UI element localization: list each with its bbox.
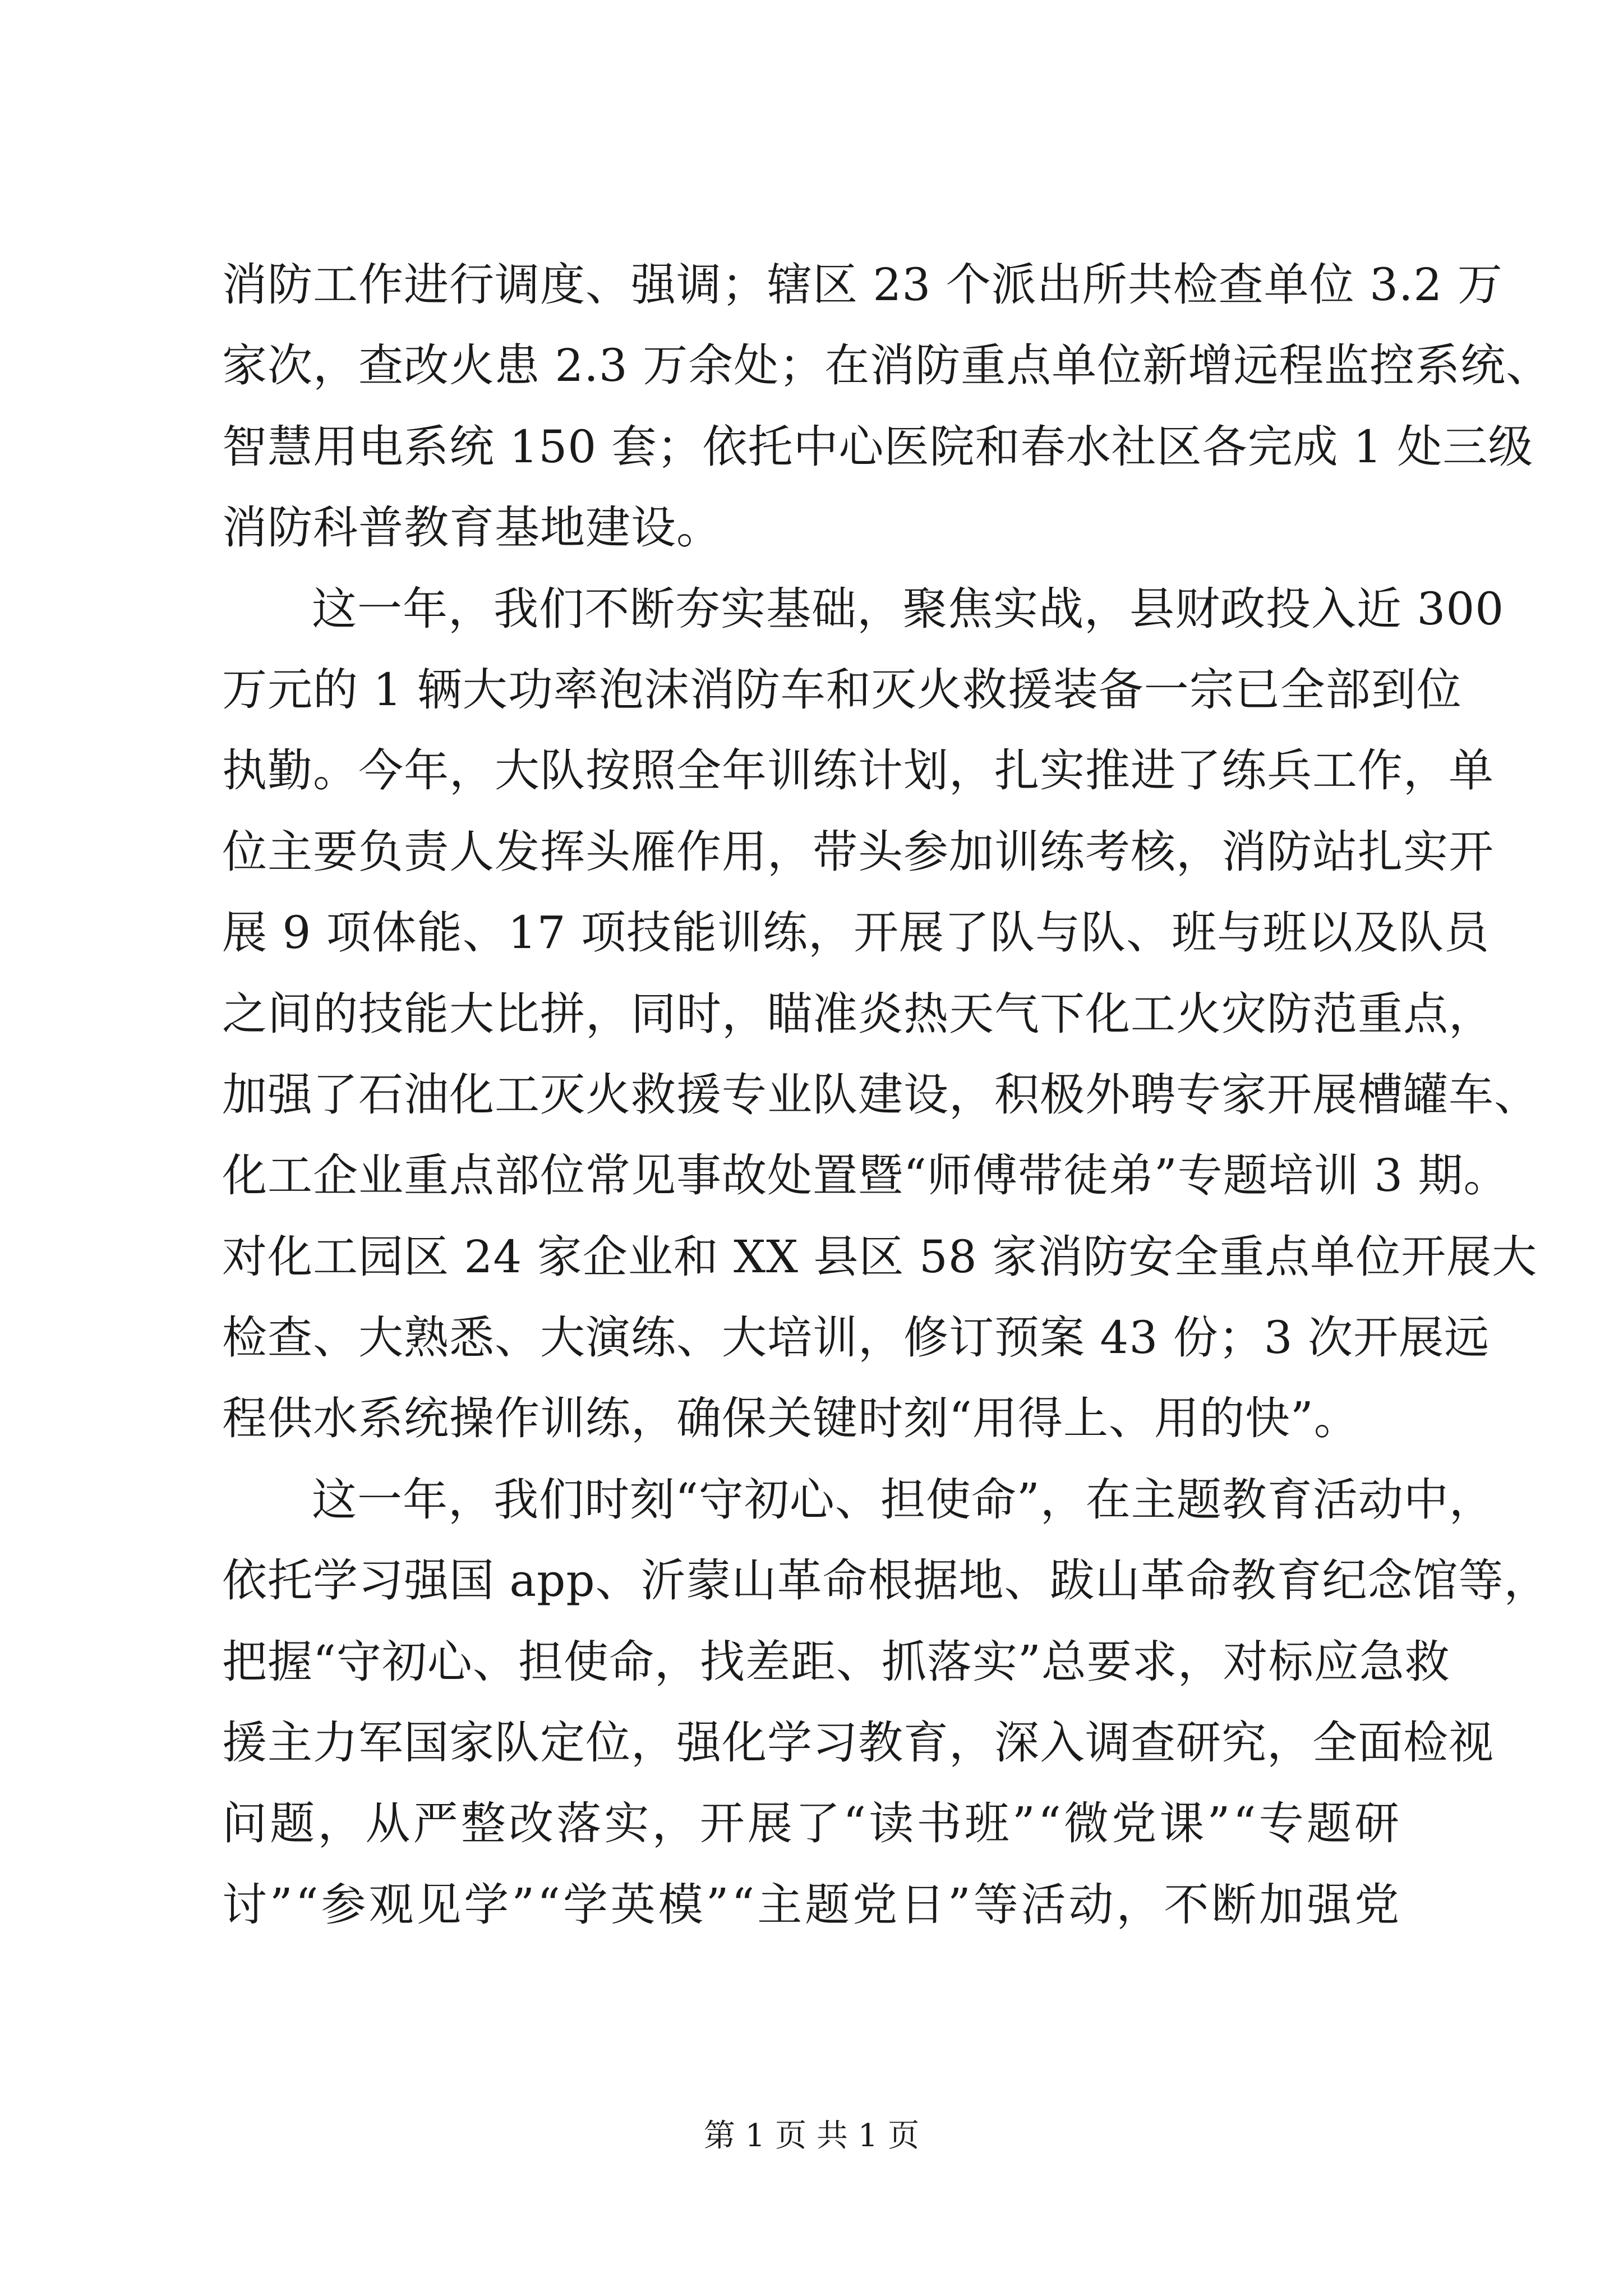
text-line: 程供水系统操作训练，确保关键时刻“用得上、用的快”。 [222, 1392, 1359, 1445]
text-line: 之间的技能大比拼，同时，瞄准炎热天气下化工火灾防范重点， [222, 987, 1494, 1040]
text-line: 家次，查改火患 2.3 万余处；在消防重点单位新增远程监控系统、 [222, 339, 1552, 392]
text-line: 援主力军国家队定位，强化学习教育，深入调查研究，全面检视 [222, 1717, 1494, 1769]
text-line: 检查、大熟悉、大演练、大培训，修订预案 43 份；3 次开展远 [222, 1312, 1490, 1364]
text-line: 讨”“参观见学”“学英模”“主题党日”等活动，不断加强党 [222, 1878, 1402, 1931]
text-line: 化工企业重点部位常见事故处置暨“师傅带徒弟”专题培训 3 期。 [222, 1149, 1509, 1202]
text-line: 问题，从严整改落实，开展了“读书班”“微党课”“专题研 [222, 1797, 1403, 1850]
document-body [222, 245, 1552, 1945]
text-line: 执勤。今年，大队按照全年训练计划，扎实推进了练兵工作，单 [222, 744, 1494, 797]
text-line: 这一年，我们不断夯实基础，聚焦实战，县财政投入近 300 [312, 582, 1505, 635]
text-line: 消防工作进行调度、强调；辖区 23 个派出所共检查单位 3.2 万 [222, 259, 1503, 311]
text-line: 智慧用电系统 150 套；依托中心医院和春水社区各完成 1 处三级 [222, 420, 1534, 473]
page-footer: 第 1 页 共 1 页 [703, 2118, 920, 2154]
text-line: 位主要负责人发挥头雁作用，带头参加训练考核，消防站扎实开 [222, 825, 1494, 878]
text-line: 依托学习强国 app、沂蒙山革命根据地、跋山革命教育纪念馆等， [222, 1554, 1550, 1607]
text-line: 展 9 项体能、17 项技能训练，开展了队与队、班与班以及队员 [222, 907, 1490, 959]
text-line: 加强了石油化工灭火救援专业队建设，积极外聘专家开展槽罐车、 [222, 1068, 1539, 1121]
text-line: 这一年，我们时刻“守初心、担使命”，在主题教育活动中， [312, 1473, 1495, 1526]
text-line: 万元的 1 辆大功率泡沫消防车和灭火救援装备一宗已全部到位 [222, 663, 1462, 716]
text-line: 消防科普教育基地建设。 [222, 501, 722, 554]
text-line: 把握“守初心、担使命，找差距、抓落实”总要求，对标应急救 [222, 1635, 1450, 1688]
text-line: 对化工园区 24 家企业和 XX 县区 58 家消防安全重点单位开展大 [222, 1230, 1538, 1283]
